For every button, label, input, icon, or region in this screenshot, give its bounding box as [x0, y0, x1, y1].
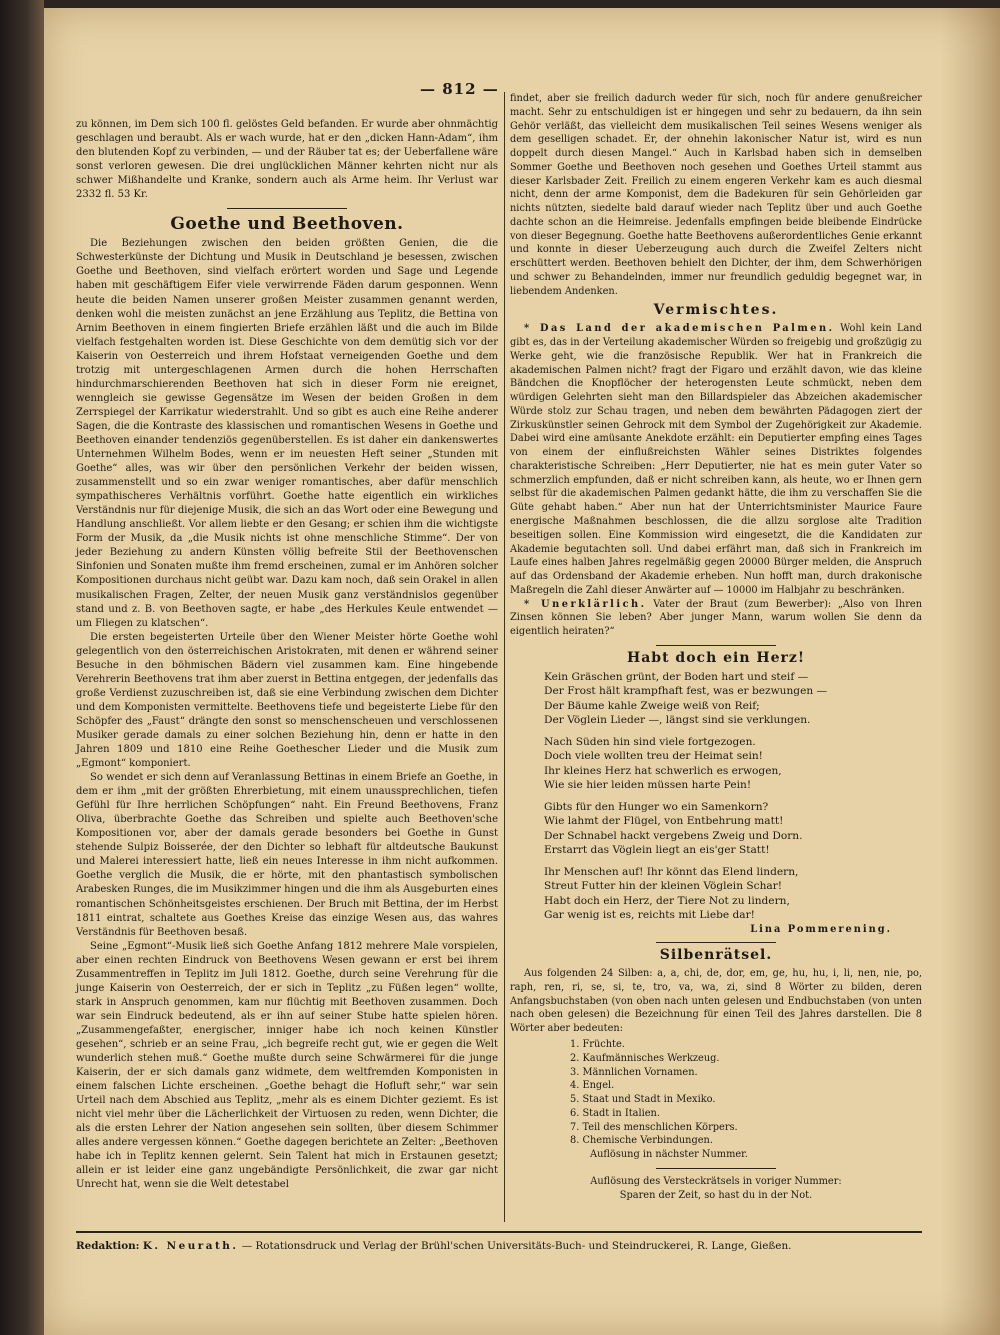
news-item-heading: * Das Land der akademischen Palmen.: [524, 323, 835, 335]
separator-rule: [656, 645, 776, 646]
poem-line: Der Schnabel hackt vergebens Zweig und Dorn.: [544, 829, 803, 842]
article-paragraph: Seine „Egmont“-Musik ließ sich Goethe Anfang 1812 mehrere Male vorspielen, aber einen rechten Eindruck von Beethovens Wesen gewann er erst bei ihrem Zusammentreffen in Teplitz im Juli 1812. Goethe, durch seine Verehrung für die junge Kaiserin von Oesterreich, der er sich in Teplitz „zu Füßen legen“ wollte, stark in Anspruch genommen, kam nur flüchtig mit Beethoven zusammen. Doch war sein Eindruck bedeutend, als er ihn auf seiner Stube hatte spielen hören. „Zusammengefaßter, energischer, inniger habe ich noch keinen Künstler gesehen“, schrieb er an seine Frau, „ich begreife recht gut, wie er gegen die Welt wunderlich stehen muß.“ Goethe mußte durch seine Schwärmerei für die junge Kaiserin, der er sich damals ganz widmete, dem weltfremden Komponisten in einem falschen Lichte erscheinen. „Goethe behagt die Hofluft sehr,“ war sein Urteil nach dem Abschied aus Teplitz, „mehr als es einem Dichter geziemt. Es ist nicht viel mehr über die Lächerlichkeit der Virtuosen zu reden, wenn Dichter, die als die ersten Lehrer der Nation angesehen sein sollten, über diesem Schimmer alles andere vergessen können.“ Goethe dagegen berichtete an Zelter: „Beethoven habe ich in Teplitz kennen gelernt. Sein Talent hat mich in Erstaunen gesetzt; allein er ist leider eine ganz ungebändigte Persönlichkeit, die zwar gar nicht Unrecht hat, wenn sie die Welt detestabel: [76, 940, 498, 1191]
article-paragraph: So wendet er sich denn auf Veranlassung Bettinas in einem Briefe an Goethe, in dem er ihm „mit der größten Ehrerbietung, mit einem unaussprechlichen, tiefen Gefühl für Ihre herrlichen Schöpfungen“ naht. Ein Freund Beethovens, Franz Oliva, überbrachte Goethe das Schreiben und spielte auch Beethoven'sche Kompositionen vor, aber der damals gerade besonders bei Goethe in Gunst stehende Sulpiz Boisserée, der den Dichter so lebhaft für altdeutsche Baukunst und Malerei interessiert hatte, ließ ein neues Interesse in ihm nicht aufkommen. Goethe verglich die Musik, die er hörte, mit den phantastisch symbolischen Arabesken Runges, die im Musikzimmer hingen und die ihm als Ausgeburten eines romantischen Schönheitsgeistes erschienen. Der Bruch mit Bettina, der im Herbst 1811 eintrat, schaltete aus Goethes Kreise das einzige Wesen aus, das wahres Verständnis für Beethoven besaß.: [76, 772, 499, 938]
list-item: 3. Männlichen Vornamen.: [570, 1066, 698, 1078]
poem-line: Nach Süden hin sind viele fortgezogen.: [544, 735, 756, 748]
poem-line: Der Vöglein Lieder —, längst sind sie verklungen.: [544, 714, 811, 727]
separator-rule: [656, 1168, 776, 1169]
list-item: 4. Engel.: [570, 1080, 615, 1092]
article-title: Goethe und Beethoven.: [170, 214, 404, 235]
page-number: — 812 —: [420, 80, 499, 98]
poem-line: Kein Gräschen grünt, der Boden hart und steif —: [544, 670, 809, 683]
previous-solution-title: Auflösung des Versteckrätsels in voriger Nummer:: [590, 1175, 842, 1187]
riddle-intro: Aus folgenden 24 Silben: a, a, chi, de, dor, em, ge, hu, hu, i, li, nen, nie, po, raph, ren, ri, se, si, te, tro, va, wa, zi, sind 8 Wörter zu bilden, deren Anfangsbuchstaben (von oben nach unten gelesen und Endbuchstaben (von unten nach oben gelesen) die Bezeichnung für einen Teil des Jahres darstellen. Die 8 Wörter aber bedeuten:: [510, 968, 922, 1035]
list-item: 2. Kaufmännisches Werkzeug.: [570, 1052, 720, 1064]
footer-rule: [76, 1231, 922, 1233]
poem-title: Habt doch ein Herz!: [626, 649, 806, 666]
poem-line: Streut Futter hin der kleinen Vöglein Schar!: [544, 880, 783, 893]
news-item-text: Vater der Braut (zum Bewerber): „Also von Ihren Zinsen können Sie leben? Aber junger Mann, warum wollen Sie denn da eigentlich heiraten?“: [510, 598, 923, 638]
imprint-footer: [76, 1240, 922, 1252]
book-binding: [0, 0, 44, 1335]
poem-line: Ihr kleines Herz hat schwerlich es erwogen,: [544, 764, 782, 777]
riddle-list: [570, 1038, 922, 1162]
list-item: 6. Stadt in Italien.: [570, 1107, 660, 1119]
poem-stanza: [544, 670, 922, 728]
poem-line: Wie sie hier leiden müssen harte Pein!: [544, 779, 752, 792]
poem-stanza: [544, 735, 922, 793]
footer-text: — Rotationsdruck und Verlag der Brühl'schen Universitäts-Buch- und Steindruckerei, R. Lange, Gießen.: [241, 1240, 792, 1252]
poem-stanza: [544, 800, 922, 858]
poem: [544, 670, 922, 923]
poem-stanza: [544, 865, 922, 923]
poem-line: Ihr Menschen auf! Ihr könnt das Elend lindern,: [544, 865, 799, 878]
news-item: [510, 322, 922, 597]
riddle-title: Silbenrätsel.: [659, 947, 773, 964]
poem-line: Doch viele wollten treu der Heimat sein!: [544, 750, 763, 763]
footer-editor: K. Neurath.: [142, 1240, 239, 1252]
list-item: 7. Teil des menschlichen Körpers.: [570, 1121, 738, 1133]
poem-line: Habt doch ein Herz, der Tiere Not zu lindern,: [544, 894, 790, 907]
news-item: [510, 598, 922, 639]
news-item-text: Wohl kein Land gibt es, das in der Verteilung akademischer Würden so freigebig und großzügig zu Werke geht, wie die französische Republik. Wer hat in Frankreich die akademischen Palmen nicht? fragt der Figaro und erzählt davon, wie das kleine Bändchen die Knopflöcher der heterogensten Leute schmückt, neben dem würdigen Gelehrten sieht man den Billardspieler das Abzeichen akademischer Würde stolz zur Schau tragen, und neben dem bewährten Pädagogen ziert der Zirkuskünstler seinen Gehrock mit dem Symbol der Zugehörigkeit zur Akademie. Dabei wird eine amüsante Anekdote erzählt: ein Deputierter empfing eines Tages von einem der einflußreichsten Wähler seines Distriktes folgendes charakteristische Schreiben: „Herr Deputierter, nie hat es mein guter Vater so schmerzlich empfunden, daß er nicht schreiben kann, als heute, wo er Ihnen gern selbst für die akademischen Palmen gedankt hätte, die ihm zu verschaffen Sie die Güte gehabt haben.“ Aber nun hat der Unterrichtsminister Maurice Faure energische Maßnahmen beschlossen, die die allzu sorglose alte Tradition beseitigen sollen. Eine Kommission wird eingesetzt, die die Kandidaten zur Akademie begutachten soll. Und dabei erfährt man, daß sich in Frankreich im Laufe eines halben Jahres regelmäßig gegen 20000 Bürger melden, die Anspruch auf das Ordensband der Akademie erheben. Nun hofft man, durch drakonische Maßregeln die Zahl dieser Anwärter auf — 10000 im Halbjahr zu beschränken.: [510, 323, 922, 596]
news-item-heading: * Unerklärlich.: [524, 598, 647, 610]
list-item: 5. Staat und Stadt in Mexiko.: [570, 1094, 716, 1106]
riddle-solution-note: Auflösung in nächster Nummer.: [590, 1149, 748, 1161]
left-column: [76, 118, 498, 1193]
poem-line: Der Bäume kahle Zweige weiß von Reif;: [544, 699, 760, 712]
poem-line: Der Frost hält krampfhaft fest, was er bezwungen —: [544, 685, 828, 698]
list-item: 1. Früchte.: [570, 1038, 625, 1050]
footer-label: Redaktion:: [76, 1240, 140, 1252]
poem-line: Gibts für den Hunger wo ein Samenkorn?: [544, 800, 769, 813]
right-column: [510, 92, 922, 1202]
poem-line: Wie lahmt der Flügel, von Entbehrung matt!: [544, 815, 784, 828]
previous-solution-text: Sparen der Zeit, so hast du in der Not.: [619, 1189, 813, 1201]
article-paragraph: Die Beziehungen zwischen den beiden größten Genien, die die Schwesterkünste der Dichtung und Musik in Deutschland je besessen, zwischen Goethe und Beethoven, sind vielfach erörtert worden und Sage und Legende haben mit geschäftigem Eifer viele verwirrende Fäden darum gesponnen. Wenn heute die beiden Namen unserer großen Meister zusammen genannt werden, denken wohl die meisten zunächst an jene Erzählung aus Teplitz, die Bettina von Arnim Beethoven in einem fingierten Briefe erzählen läßt und die auch im Bilde vielfach festgehalten worden ist. Diese Geschichte von dem demütig sich vor der Kaiserin von Oesterreich und ihrem Hofstaat verneigenden Goethe und dem trotzig mit untergeschlagenen Armen durch die hohen Herrschaften hindurchmarschierenden Beethoven hat sich in dieser Form nie ereignet, wenngleich sie gewisse Gegensätze im Wesen der beiden Großen in dem Zerrspiegel der Karrikatur wiederstrahlt. Und so gibt es auch eine Reihe anderer Sagen, die die Kontraste des klassischen und romantischen Wesens in Goethe und Beethoven einander tendenziös gegenüberstellen. Es ist daher ein dankenswertes Unternehmen Wilhelm Bodes, wenn er im neuesten Heft seiner „Stunden mit Goethe“ alles, was wir über den persönlichen Verkehr der beiden wissen, zusammenstellt und so ein zwar weniger romantisches, aber dafür menschlich sympathischeres Verhältnis vorführt. Goethe hatte eigentlich ein wirkliches Verständnis nur für diejenige Musik, die sich an das Wort oder eine Bewegung und Handlung anschließt. Vor allem liebte er den Gesang; er schien ihm die wichtigste Form der Musik, da „die Musik nichts ist ohne menschliche Stimme“. Der von jeder Beziehung zu andern Künsten völlig befreite Stil der Beethovenschen Sinfonien und Sonaten mußte ihm fremd erscheinen, zumal er im Anhören solcher Kompositionen durchaus nicht geübt war. Dazu kam noch, daß sein Orakel in allen musikalischen Fragen, Zelter, der neuen Musik ganz verständnislos gegenüber stand und z. B. von Beethoven sagte, er habe „des Herkules Keule entwendet — um Fliegen zu klatschen“.: [76, 238, 498, 629]
continuation-paragraph: findet, aber sie freilich dadurch weder für sich, noch für andere genußreicher macht. Sehr zu entschuldigen ist er hingegen und sehr zu bedauern, da ihn sein Gehör verläßt, das vielleicht dem musikalischen Teil seines Wesens weniger als dem geselligen schadet. Er, der ohnehin lakonischer Natur ist, wird es nun doppelt durch diesen Mangel.“ Auch in Karlsbad haben sich in demselben Sommer Goethe und Beethoven noch gesehen und Goethes Urteil stammt aus dieser Karlsbader Zeit. Freilich zu einem engeren Verkehr kam es auch diesmal nicht, denn der arme Komponist, dem die Badekuren für sein Gehörleiden gar nichts nützten, siedelte bald darauf wieder nach Teplitz über und auch Goethe dachte schon an die Heimreise. Jedenfalls empfingen beide bleibende Eindrücke von dieser Begegnung. Goethe hatte Beethovens außerordentliches Genie erkannt und konnte in dieser Ueberzeugung auch durch die Zweifel Zelters nicht erschüttert werden. Beethoven behielt den Dichter, der ihm, dem Schwerhörigen und schwer zu Behandelnden, immer nur freundlich geduldig begegnet war, in liebendem Andenken.: [510, 93, 922, 297]
separator-rule: [656, 942, 776, 943]
separator-rule: [227, 208, 347, 209]
poem-author: Lina Pommerening.: [750, 923, 892, 935]
column-divider: [504, 92, 505, 1222]
article-paragraph: Die ersten begeisterten Urteile über den Wiener Meister hörte Goethe wohl gelegentlich von den österreichischen Aristokraten, mit denen er während seiner Besuche in den böhmischen Bädern viel zusammen kam. Eine hingebende Verehrerin Beethovens trat ihm aber zuerst in Bettina entgegen, der jedenfalls das große Verdienst zuzuschreiben ist, daß sie eine Verbindung zwischen dem Dichter und dem Komponisten vermittelte. Beethovens tiefe und begeisterte Liebe für den Schöpfer des „Faust“ drängte den sonst so menschenscheuen und verschlossenen Musiker gerade damals zu einer solchen Beziehung hin, denn er hatte in den Jahren 1809 und 1810 eine Reihe Goethescher Lieder und die Musik zum „Egmont“ komponiert.: [76, 631, 498, 770]
poem-line: Erstarrt das Vöglein liegt an eis'ger Statt!: [544, 844, 770, 857]
list-item: 8. Chemische Verbindungen.: [570, 1135, 713, 1147]
section-title: Vermischtes.: [653, 302, 779, 319]
intro-paragraph: zu können, im Dem sich 100 fl. gelöstes Geld befanden. Er wurde aber ohnmächtig geschlagen und beraubt. Als er wach wurde, hat er den „dicken Hann-Adam“, ihm den blutenden Kopf zu verbinden, — und der Räuber tat es; der Ueberfallene wäre sonst verloren gewesen. Die drei unglücklichen Männer kehrten nicht nur als schwer Mißhandelte und Kranke, sondern auch als Arme heim. Ihr Verlust war 2332 fl. 53 Kr.: [76, 119, 498, 201]
poem-line: Gar wenig ist es, reichts mit Liebe dar!: [544, 909, 755, 922]
